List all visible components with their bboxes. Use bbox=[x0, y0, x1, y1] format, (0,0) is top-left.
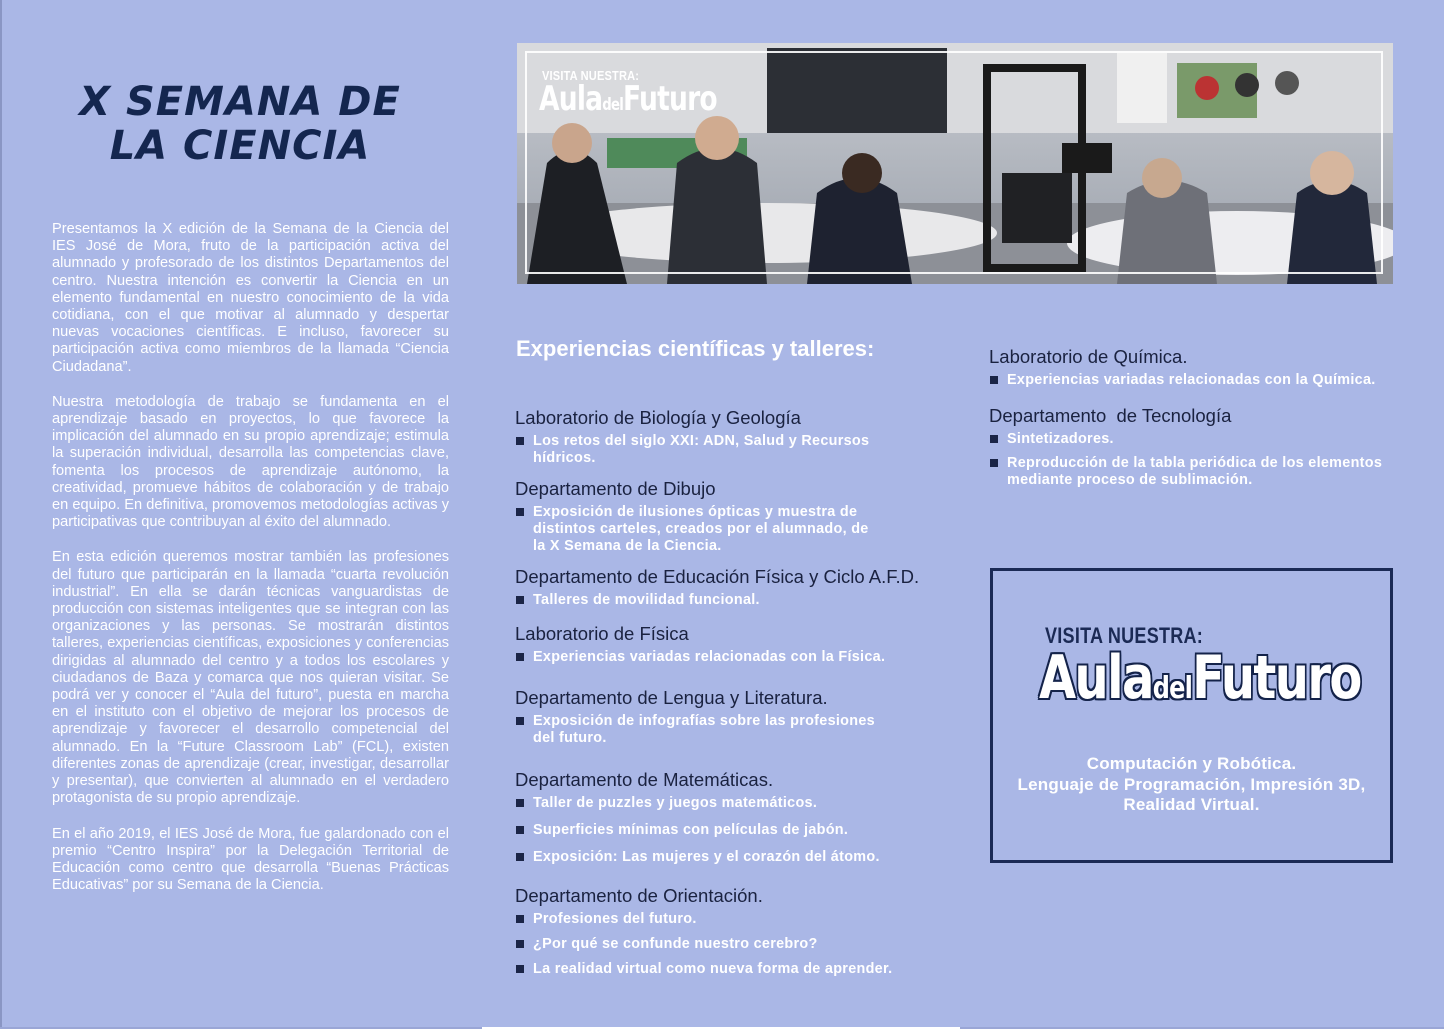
aula-visit-label: VISITA NUESTRA: bbox=[1045, 623, 1204, 648]
activity-item bbox=[515, 961, 935, 978]
activity-item bbox=[515, 592, 935, 609]
activity-text: Superficies mínimas con películas de jabón. bbox=[533, 822, 849, 838]
classroom-photo bbox=[517, 43, 1393, 284]
square-bullet-icon bbox=[990, 376, 998, 384]
intro-text bbox=[52, 221, 449, 912]
aula-futuro-box bbox=[990, 568, 1393, 863]
activity-item bbox=[515, 713, 898, 747]
intro-paragraph: En el año 2019, el IES José de Mora, fue galardonado con el premio “Centro Inspira” por la Delegación Territorial de Educación como centro que desarrolla “Buenas Prácticas Educativas” por su Semana de la Ciencia. bbox=[52, 825, 449, 894]
photo-aula-logo bbox=[539, 79, 717, 119]
logo-word-del: del bbox=[602, 95, 623, 115]
department-lengua bbox=[515, 687, 935, 747]
square-bullet-icon bbox=[516, 853, 524, 861]
page-edge-left bbox=[0, 0, 2, 1029]
department-dibujo bbox=[515, 478, 935, 555]
title-line-1: X SEMANA DE bbox=[79, 79, 401, 125]
activity-item bbox=[515, 433, 893, 467]
logo-word-aula: Aula bbox=[1039, 643, 1153, 713]
department-title: Departamento de Tecnología bbox=[989, 405, 1232, 426]
activity-list bbox=[989, 372, 1409, 389]
activity-text: Reproducción de la tabla periódica de los elementos mediante proceso de sublimación. bbox=[1007, 455, 1383, 488]
activity-text: Experiencias variadas relacionadas con la Física. bbox=[533, 649, 886, 665]
activity-list bbox=[515, 713, 935, 747]
activity-text: Talleres de movilidad funcional. bbox=[533, 592, 760, 608]
section-heading: Experiencias científicas y talleres: bbox=[516, 336, 875, 361]
department-title: Departamento de Lengua y Literatura. bbox=[515, 687, 828, 708]
department-fisica bbox=[515, 623, 935, 666]
square-bullet-icon bbox=[516, 437, 524, 445]
square-bullet-icon bbox=[516, 508, 524, 516]
activity-list bbox=[515, 911, 935, 978]
aula-line: Realidad Virtual. bbox=[1123, 795, 1260, 814]
square-bullet-icon bbox=[516, 717, 524, 725]
intro-paragraph: Presentamos la X edición de la Semana de la Ciencia del IES José de Mora, fruto de la participación activa del alumnado y profesorado de los distintos Departamentos del centro. Nuestra intención es convertir la Ciencia en un elemento fundamental en nuestro conocimiento de la vida cotidiana, con el que motivar al alumnado y despertar nuevas vocaciones científicas. E incluso, favorecer su participación activa como miembros de la llamada “Ciencia Ciudadana”. bbox=[52, 221, 449, 375]
activity-item bbox=[515, 649, 935, 666]
activity-text: Taller de puzzles y juegos matemáticos. bbox=[533, 795, 818, 811]
aula-futuro-logo bbox=[1039, 643, 1361, 713]
department-quimica bbox=[989, 346, 1409, 389]
activity-list bbox=[515, 795, 935, 866]
logo-word-aula: Aula bbox=[539, 79, 603, 119]
square-bullet-icon bbox=[516, 799, 524, 807]
square-bullet-icon bbox=[990, 459, 998, 467]
department-title: Departamento de Orientación. bbox=[515, 885, 763, 906]
aula-line: Computación y Robótica. bbox=[1086, 754, 1297, 773]
square-bullet-icon bbox=[516, 965, 524, 973]
activity-text: Sintetizadores. bbox=[1007, 431, 1114, 447]
activity-item bbox=[515, 504, 878, 555]
activity-text: Exposición: Las mujeres y el corazón del átomo. bbox=[533, 849, 880, 865]
logo-word-futuro: Futuro bbox=[622, 79, 717, 119]
intro-paragraph: Nuestra metodología de trabajo se fundamenta en el aprendizaje basado en proyectos, lo que favorece la implicación del alumnado en su propio aprendizaje; estimula la superación individual, desarrolla las competencias clave, fomenta los procesos de aprendizaje autónomo, la creatividad, promueve hábitos de colaboración y de trabajo en equipo. En definitiva, promovemos metodologías activas y participativas que contribuyan al éxito del alumnado. bbox=[52, 393, 449, 531]
square-bullet-icon bbox=[990, 435, 998, 443]
department-tecnologia bbox=[989, 405, 1409, 489]
activity-list bbox=[515, 433, 935, 467]
logo-word-futuro: Futuro bbox=[1192, 643, 1361, 713]
activity-text: Profesiones del futuro. bbox=[533, 911, 697, 927]
activity-item bbox=[515, 936, 935, 953]
activity-item bbox=[515, 911, 935, 928]
department-title: Departamento de Dibujo bbox=[515, 478, 716, 499]
activity-list bbox=[515, 504, 935, 555]
page-title bbox=[60, 80, 420, 168]
department-title: Laboratorio de Química. bbox=[989, 346, 1188, 367]
department-biologia bbox=[515, 407, 935, 467]
square-bullet-icon bbox=[516, 915, 524, 923]
department-title: Departamento de Educación Física y Ciclo A.F.D. bbox=[515, 566, 920, 587]
aula-line: Lenguaje de Programación, Impresión 3D, bbox=[1017, 774, 1366, 794]
activity-text: Experiencias variadas relacionadas con la Química. bbox=[1007, 372, 1376, 388]
title-line-2: LA CIENCIA bbox=[109, 123, 371, 169]
department-educacion-fisica bbox=[515, 566, 935, 609]
logo-word-del: del bbox=[1152, 671, 1193, 706]
activity-text: La realidad virtual como nueva forma de aprender. bbox=[533, 961, 893, 977]
activity-item bbox=[989, 372, 1407, 389]
activity-item bbox=[989, 455, 1402, 489]
activity-item bbox=[515, 822, 935, 839]
activity-list bbox=[515, 649, 935, 666]
square-bullet-icon bbox=[516, 653, 524, 661]
department-title: Departamento de Matemáticas. bbox=[515, 769, 774, 790]
activity-text: Los retos del siglo XXI: ADN, Salud y Recursos hídricos. bbox=[533, 433, 870, 466]
activity-list bbox=[989, 431, 1409, 489]
aula-description bbox=[993, 754, 1390, 816]
activity-item bbox=[515, 849, 935, 866]
department-orientacion bbox=[515, 885, 935, 978]
department-title: Laboratorio de Física bbox=[515, 623, 689, 644]
intro-paragraph: En esta edición queremos mostrar también las profesiones del futuro que participarán en la llamada “cuarta revolución industrial”. En ella se darán técnicas vanguardistas de producción con sistemas inteligentes que se integran con las organizaciones y las personas. Se mostrarán distintos talleres, experiencias científicas, exposiciones y conferencias dirigidas al alumnado del centro y a todos los escolares y ciudadanos de Baza y comarca que nos quieran visitar. Se podrá ver y conocer el “Aula del futuro”, puesta en marcha en el instituto con el objetivo de mejorar los procesos de aprendizaje y favorecer el desarrollo competencial del alumnado. En la “Future Classroom Lab” (FCL), existen diferentes zonas de aprendizaje (crear, investigar, desarrollar y presentar), que convierten al alumnado en el verdadero protagonista de su propio aprendizaje. bbox=[52, 549, 449, 807]
photo-visit-label: VISITA NUESTRA: bbox=[542, 68, 640, 83]
activity-list bbox=[515, 592, 935, 609]
department-title: Laboratorio de Biología y Geología bbox=[515, 407, 801, 428]
activity-item bbox=[515, 795, 935, 812]
activity-item bbox=[989, 431, 1409, 448]
department-matematicas bbox=[515, 769, 935, 866]
square-bullet-icon bbox=[516, 826, 524, 834]
activity-text: ¿Por qué se confunde nuestro cerebro? bbox=[533, 936, 818, 952]
activity-text: Exposición de infografías sobre las profesiones del futuro. bbox=[533, 713, 875, 746]
square-bullet-icon bbox=[516, 940, 524, 948]
square-bullet-icon bbox=[516, 596, 524, 604]
activity-text: Exposición de ilusiones ópticas y muestra de distintos carteles, creados por el alumnado, de la X Semana de la Ciencia. bbox=[533, 504, 869, 554]
